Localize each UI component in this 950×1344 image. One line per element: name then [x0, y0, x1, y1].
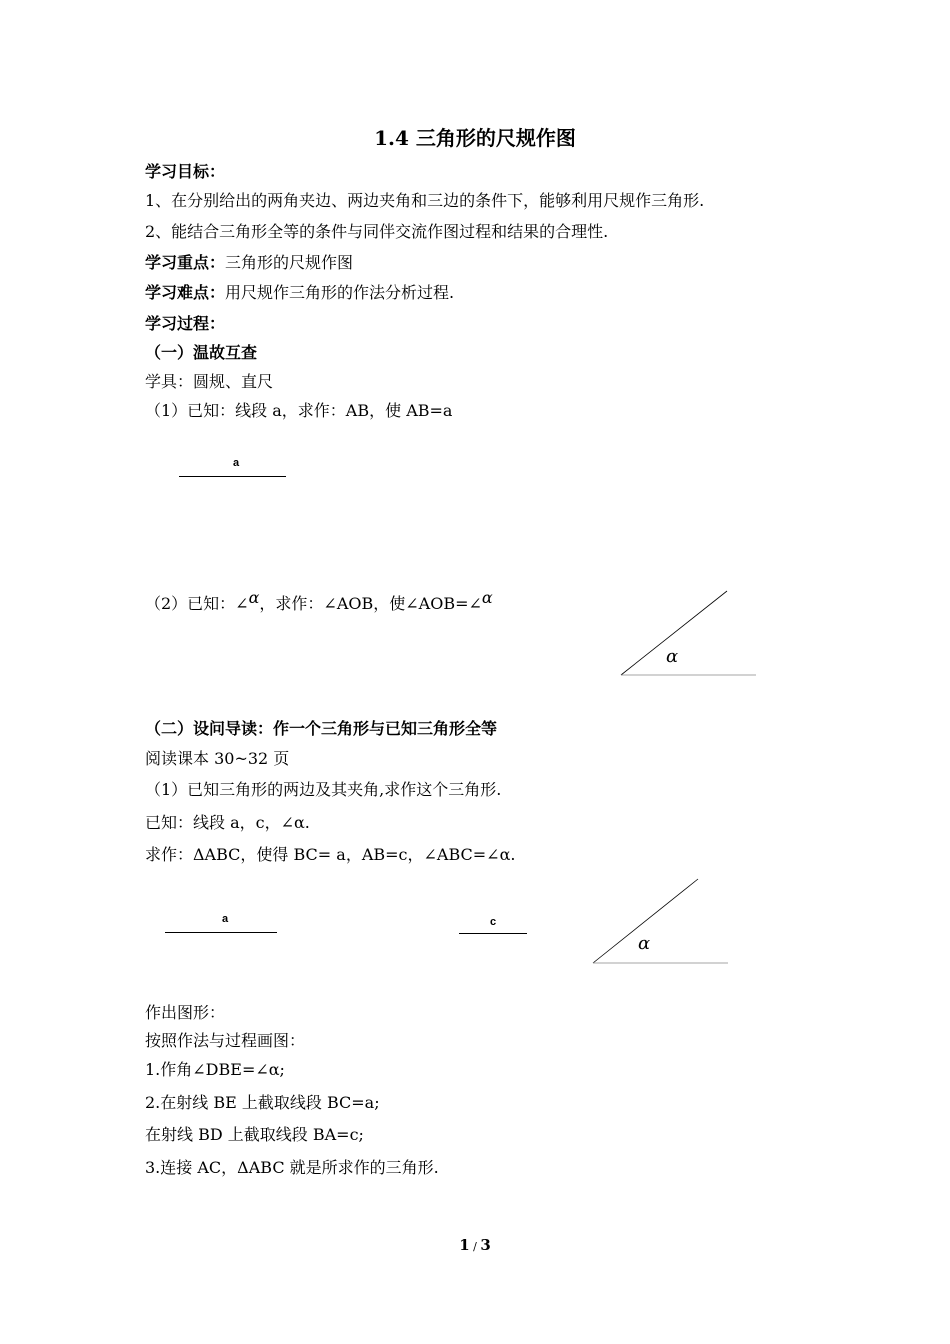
step-1: 1.作角∠DBE=∠α; [145, 1060, 285, 1079]
process-heading: 学习过程： [145, 314, 226, 333]
draw-figure-text: 作出图形： [145, 1003, 226, 1022]
total-pages: 3 [480, 1236, 491, 1254]
difficulty-point [145, 282, 454, 304]
segment-c [459, 933, 527, 934]
segment-a2 [165, 932, 277, 933]
goal-2: 2、能结合三角形全等的条件与同伴交流作图过程和结果的合理性. [145, 222, 609, 241]
step-2: 2.在射线 BE 上截取线段 BC=a; [145, 1093, 380, 1112]
segment-c-label: c [490, 916, 497, 928]
goals-heading: 学习目标： [145, 162, 226, 181]
difficulty-label: 学习难点： [145, 283, 226, 302]
alpha-symbol: α [481, 588, 493, 607]
tools-text: 学具：圆规、直尺 [145, 372, 274, 391]
segment-a [179, 476, 286, 477]
angle-alpha-label: α [666, 646, 679, 667]
goal-1: 1、在分别给出的两角夹边、两边夹角和三边的条件下，能够利用尺规作三角形. [145, 191, 705, 210]
page-separator: / [469, 1240, 481, 1253]
key-text: 三角形的尺规作图 [225, 253, 354, 272]
task-2-prefix: （2）已知：∠ [145, 594, 249, 613]
segment-a-label: a [233, 457, 240, 469]
section1-heading: （一）温故互查 [145, 343, 258, 362]
key-label: 学习重点： [145, 253, 226, 272]
angle-alpha-label-2: α [638, 933, 651, 954]
page-number [0, 1236, 950, 1254]
page-title: 1.4 三角形的尺规作图 [374, 126, 576, 150]
current-page: 1 [459, 1236, 470, 1254]
task-3: （1）已知三角形的两边及其夹角,求作这个三角形. [145, 780, 502, 799]
read-text: 阅读课本 30~32 页 [145, 749, 290, 768]
segment-a2-label: a [222, 913, 229, 925]
construct-text: 求作：ΔABC，使得 BC= a，AB=c，∠ABC=∠α. [145, 845, 516, 864]
difficulty-text: 用尺规作三角形的作法分析过程. [225, 283, 455, 302]
section2-heading: （二）设问导读：作一个三角形与已知三角形全等 [145, 719, 498, 738]
angle-alpha-figure-2 [592, 878, 732, 968]
step-2b: 在射线 BD 上截取线段 BA=c; [145, 1125, 364, 1144]
alpha-symbol: α [248, 588, 260, 607]
key-point [145, 252, 353, 274]
task-2-mid: ，求作：∠AOB，使∠AOB=∠ [259, 594, 482, 613]
task-2 [145, 588, 493, 615]
task-1: （1）已知：线段 a，求作：AB，使 AB=a [145, 401, 453, 420]
step-3: 3.连接 AC，ΔABC 就是所求作的三角形. [145, 1158, 439, 1177]
given-text: 已知：线段 a，c，∠α. [145, 813, 310, 832]
draw-steps-text: 按照作法与过程画图： [145, 1031, 306, 1050]
angle-alpha-figure [620, 590, 760, 680]
